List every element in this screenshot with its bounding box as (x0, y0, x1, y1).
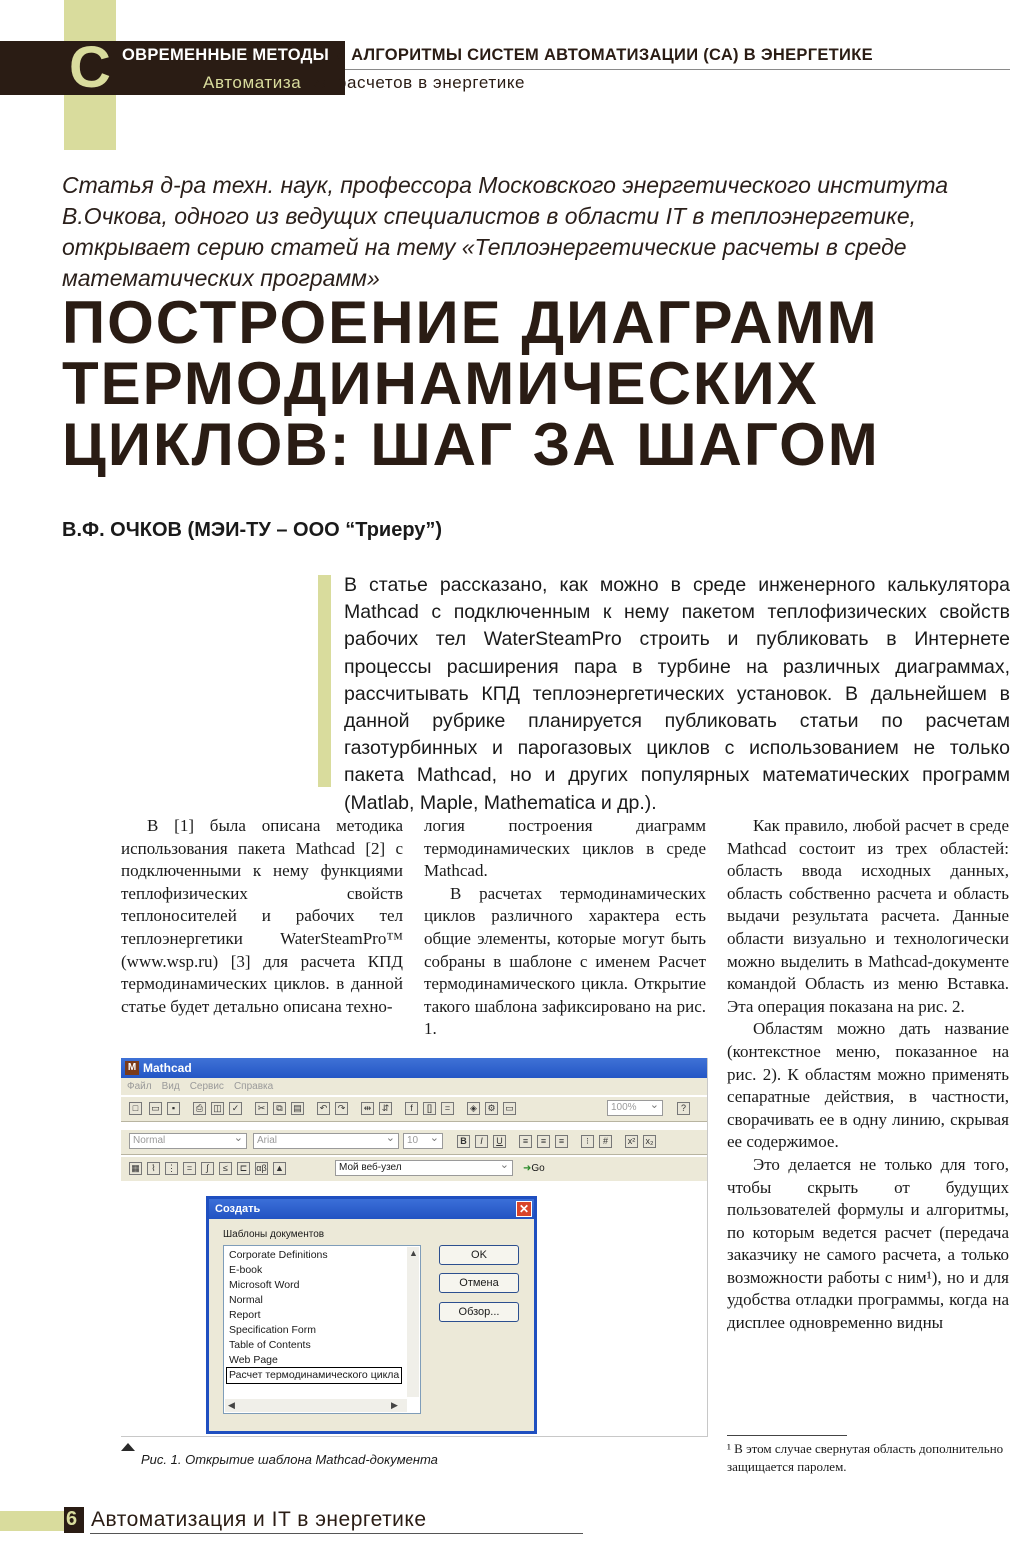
new-document-dialog (206, 1196, 537, 1434)
paragraph: Как правило, любой расчет в среде Mathcad состоит из трех областей: область ввода исходных данных, область собственно расчета и область выдачи результата расчета. Данные области визуально и технологически можно выделить в Mathcad-документе командой Область из меню Вставка. Эта операция показана на рис. 2. (727, 816, 1009, 1016)
go-label: Go (531, 1163, 545, 1174)
dialog-close-icon[interactable]: ✕ (516, 1201, 532, 1217)
resources-icon[interactable]: ◈ (467, 1102, 480, 1115)
article-author: В.Ф. ОЧКОВ (МЭИ-ТУ – ООО “Триеру”) (62, 519, 443, 541)
bold-icon[interactable]: B (457, 1135, 470, 1148)
style-select[interactable]: Normal ⌄ (129, 1133, 247, 1149)
matrix-icon[interactable]: ⋮ (167, 1163, 176, 1173)
footer-rule (90, 1533, 583, 1534)
paragraph: В [1] была описана методика использования пакета Mathcad [2] с подключенными к нему функциями теплофизических свойств теплоносителей и рабочих тел теплоэнергетики WaterSteamPro™ (www.wsp.ru) [3] для расчета КПД термодинамических циклов. в данной статье будет детально описана техно- (121, 816, 403, 1016)
align-left-icon[interactable]: ≡ (519, 1135, 532, 1148)
redo-icon[interactable]: ↷ (335, 1102, 348, 1115)
symbolic-icon[interactable]: ▲ (273, 1162, 286, 1175)
section-subtitle (203, 70, 525, 96)
section-title-part-dark: ОВРЕМЕННЫЕ МЕТОДЫ (122, 46, 330, 64)
paragraph: Это делается не только для того, чтобы скрыть от будущих пользователей формулы и алгоритмы, по которым ведется расчет (передача заказчику не самого расчета, а только возможности работы с ним¹), но и для удобства отладки программы, когда на дисплее одновременно видны (727, 1154, 1009, 1333)
math-toolbar (121, 1156, 707, 1182)
browse-button[interactable]: Обзор... (439, 1302, 519, 1322)
paragraph: Областям можно дать название (контекстное меню, показанное на рис. 2). К областям можно применять сепаратные действия, в частности, сворачивать ее в одну линию, скрывая ее содержимое. (727, 1019, 1009, 1152)
templates-label: Шаблоны документов (223, 1229, 325, 1240)
section-subtitle-part-dark: Автоматиза (203, 73, 302, 92)
list-item[interactable]: Specification Form (229, 1324, 316, 1336)
list-item[interactable]: Report (229, 1309, 261, 1321)
footer-accent-block (0, 1511, 64, 1531)
mathcad-logo-icon: M (125, 1061, 139, 1075)
list-item[interactable]: Microsoft Word (229, 1279, 300, 1291)
dialog-title: Создать (209, 1199, 534, 1219)
spell-check-icon[interactable]: ✓ (229, 1102, 242, 1115)
boolean-icon[interactable]: ≤ (219, 1162, 232, 1175)
menu-tools[interactable]: Сервис (189, 1081, 224, 1092)
article-title-line: ТЕРМОДИНАМИЧЕСКИХ (62, 350, 819, 417)
paragraph: В расчетах термодинамических циклов различного характера есть общие элементы, которые могут быть собраны в шаблоне с именем Расчет термодинамического цикла. Открытие такого шаблона зафиксировано на рис. 1. (424, 883, 706, 1039)
journal-title: Автоматизация и IT в энергетике (91, 1508, 427, 1531)
section-title-part-light: И АЛГОРИТМЫ СИСТЕМ АВТОМАТИЗАЦИИ (СА) В ЭНЕРГЕТИКЕ (329, 46, 873, 64)
insert-function-icon[interactable]: f (405, 1102, 418, 1115)
list-item[interactable]: Normal (229, 1294, 263, 1306)
font-select[interactable]: Arial ⌄ (253, 1133, 399, 1149)
menu-view[interactable]: Вид (161, 1081, 180, 1092)
greek-icon[interactable]: αβ (256, 1163, 267, 1173)
window-title: Mathcad (143, 1061, 192, 1075)
print-icon[interactable]: ⎙ (193, 1102, 206, 1115)
templates-list[interactable] (223, 1245, 421, 1414)
article-abstract: В статье рассказано, как можно в среде инженерного калькулятора Mathcad с подключенным к нему пакетом теплофизических свойств рабочих тел WaterSteamPro строить и публиковать в Интернете процессы расширения пара в турбине на различных диаграммах, рассчитывать КПД теплоэнергетических установок. В дальнейшем в данной рубрике планируется публиковать статьи по расчетам газотурбинных и парогазовых циклов с использованием не только пакета Mathcad, но и других популярных математических программ (Matlab, Maple, Mathematica и др.). (344, 574, 1010, 814)
print-preview-icon[interactable]: ◫ (211, 1102, 224, 1115)
zoom-select[interactable]: 100% ⌄ (607, 1100, 663, 1116)
underline-icon[interactable]: U (493, 1135, 506, 1148)
calculus-icon[interactable]: ∫ (201, 1162, 214, 1175)
cancel-button[interactable]: Отмена (439, 1273, 519, 1293)
save-icon[interactable]: ▪ (167, 1102, 180, 1115)
align-center-icon[interactable]: ≡ (537, 1135, 550, 1148)
align-across-icon[interactable]: ⇹ (361, 1102, 374, 1115)
scroll-left-icon[interactable]: ◀ (228, 1400, 235, 1410)
list-item[interactable]: Table of Contents (229, 1339, 311, 1351)
scroll-right-icon[interactable]: ▶ (391, 1400, 398, 1410)
align-down-icon[interactable]: ⇵ (379, 1102, 392, 1115)
article-title (62, 289, 1022, 478)
calculate-icon[interactable]: = (441, 1102, 454, 1115)
insert-unit-icon[interactable]: [] (423, 1102, 436, 1115)
ok-button[interactable]: OK (439, 1245, 519, 1265)
list-item-selected[interactable]: Расчет термодинамического цикла (229, 1369, 400, 1381)
list-item[interactable]: Corporate Definitions (229, 1249, 328, 1261)
go-button[interactable] (523, 1157, 545, 1181)
article-title-line: ЦИКЛОВ: ШАГ ЗА ШАГОМ (62, 411, 880, 478)
figure-caption: Рис. 1. Открытие шаблона Mathcad-документа (141, 1452, 438, 1467)
open-folder-icon[interactable]: ▭ (149, 1102, 162, 1115)
align-right-icon[interactable]: ≡ (555, 1135, 568, 1148)
programming-icon[interactable]: ⊏ (237, 1162, 250, 1175)
url-select[interactable]: Мой веб-узел ⌄ (335, 1160, 513, 1176)
footnote-rule (727, 1435, 847, 1436)
graph-icon[interactable]: ⌇ (147, 1162, 160, 1175)
list-horizontal-scrollbar[interactable] (225, 1399, 407, 1412)
new-document-icon[interactable]: □ (129, 1102, 142, 1115)
component-icon[interactable]: ⚙ (485, 1102, 498, 1115)
paragraph: логия построения диаграмм термодинамических циклов в среде Mathcad. (424, 816, 706, 881)
figure-mathcad-window (121, 1058, 708, 1437)
abstract-accent-bar (318, 575, 331, 787)
subscript-icon[interactable]: x₂ (643, 1135, 656, 1148)
section-initial-letter: С (69, 35, 111, 100)
paste-icon[interactable]: ▤ (291, 1102, 304, 1115)
numbering-icon[interactable]: # (599, 1135, 612, 1148)
go-arrow-icon: ➜ (523, 1163, 532, 1174)
body-column-3 (727, 815, 1009, 1335)
font-size-select[interactable]: 10 ⌄ (403, 1133, 443, 1149)
body-column-1 (121, 815, 403, 1018)
list-vertical-scrollbar[interactable] (407, 1247, 419, 1397)
bullets-icon[interactable]: ⁝ (581, 1135, 594, 1148)
scroll-up-icon[interactable]: ▲ (409, 1248, 418, 1258)
window-titlebar (121, 1058, 707, 1078)
formatting-toolbar (121, 1129, 707, 1155)
section-title (122, 42, 873, 68)
section-subtitle-part-light: ция расчетов в энергетике (301, 73, 526, 92)
article-lead: Статья д-ра техн. наук, профессора Московского энергетического института В.Очкова, одного из ведущих специалистов в области IT в теплоэнергетике, открывает серию статей на тему «Теплоэнергетические расчеты в среде математических программ» (62, 172, 949, 291)
caption-marker-icon (121, 1443, 135, 1451)
list-item[interactable]: Web Page (229, 1354, 278, 1366)
body-column-2 (424, 815, 706, 1041)
menu-file[interactable]: Файл (127, 1081, 152, 1092)
undo-icon[interactable]: ↶ (317, 1102, 330, 1115)
evaluation-icon[interactable]: = (183, 1162, 196, 1175)
footnote: ¹ В этом случае свернутая область дополнительно защищается паролем. (727, 1441, 1004, 1474)
superscript-icon[interactable]: x² (625, 1135, 638, 1148)
article-title-line: ПОСТРОЕНИЕ ДИАГРАММ (62, 289, 879, 356)
list-item[interactable]: E-book (229, 1264, 263, 1276)
standard-toolbar (121, 1096, 707, 1122)
menu-help[interactable]: Справка (233, 1081, 274, 1092)
insert-region-icon[interactable]: ▭ (503, 1102, 516, 1115)
calculator-icon[interactable]: ▦ (129, 1162, 142, 1175)
help-icon[interactable]: ? (677, 1102, 690, 1115)
copy-icon[interactable]: ⧉ (273, 1102, 286, 1115)
menu-bar (121, 1078, 707, 1095)
italic-icon[interactable]: I (475, 1135, 488, 1148)
cut-icon[interactable]: ✂ (255, 1102, 268, 1115)
page-number: 6 (66, 1508, 78, 1530)
